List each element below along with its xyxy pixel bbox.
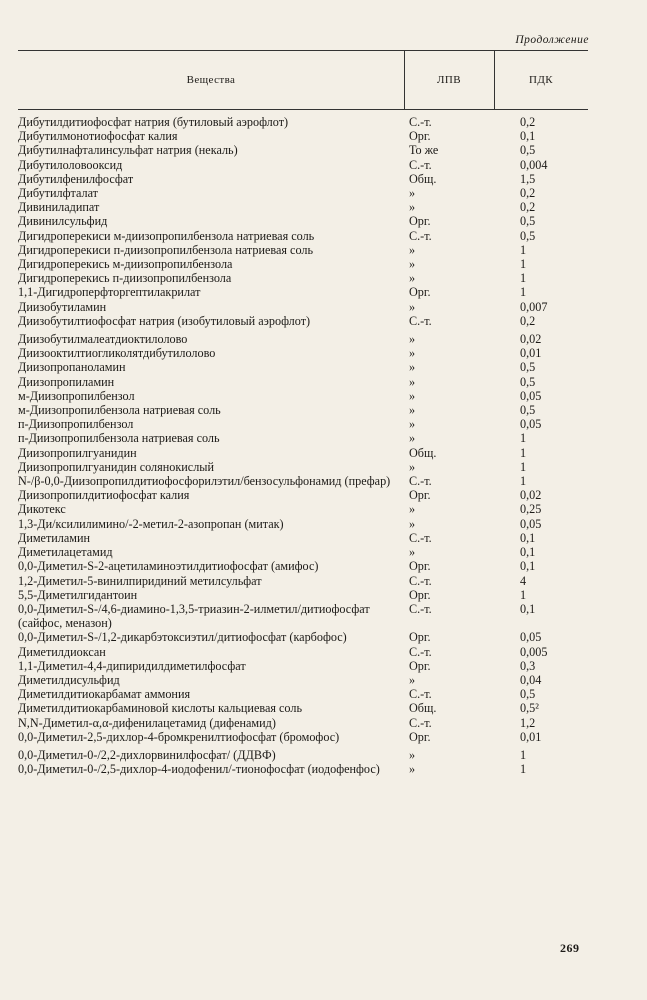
lpv-value: » bbox=[409, 257, 416, 272]
pdk-value: 0,5 bbox=[520, 403, 536, 418]
pdk-value: 1 bbox=[520, 257, 527, 272]
table-row bbox=[18, 559, 588, 573]
lpv-value: С.-т. bbox=[409, 601, 432, 616]
table-row bbox=[18, 460, 588, 474]
substance-name: Диизобутиламин bbox=[18, 299, 107, 314]
pdk-value: 1 bbox=[520, 445, 527, 460]
table-row bbox=[18, 115, 588, 129]
pdk-value: 0,5 bbox=[520, 687, 536, 702]
pdk-value: 0,01 bbox=[520, 729, 542, 744]
pdk-value: 1,5 bbox=[520, 171, 536, 186]
table-row bbox=[18, 158, 588, 172]
pdk-value: 0,1 bbox=[520, 530, 536, 545]
substance-name: м-Диизопропилбензол bbox=[18, 388, 135, 403]
pdk-value: 1 bbox=[520, 242, 527, 257]
table-row bbox=[18, 488, 588, 502]
lpv-value: Орг. bbox=[409, 559, 431, 574]
table-header bbox=[18, 50, 588, 110]
substance-name: Диизооктилтиогликолятдибутилолово bbox=[18, 346, 216, 361]
pdk-value: 0,5 bbox=[520, 214, 536, 229]
table-row bbox=[18, 143, 588, 157]
lpv-value: » bbox=[409, 417, 416, 432]
table-row bbox=[18, 474, 588, 488]
table-row bbox=[18, 701, 588, 715]
table-row bbox=[18, 517, 588, 531]
lpv-value: » bbox=[409, 186, 416, 201]
table-row bbox=[18, 403, 588, 417]
pdk-value: 0,1 bbox=[520, 545, 536, 560]
lpv-value: С.-т. bbox=[409, 115, 432, 129]
pdk-value: 0,04 bbox=[520, 672, 542, 687]
table-row bbox=[18, 186, 588, 200]
lpv-value: С.-т. bbox=[409, 474, 432, 489]
substance-name: Дивинилсульфид bbox=[18, 214, 108, 229]
lpv-value: » bbox=[409, 431, 416, 446]
substance-name: 1,1-Диметил-4,4-дипиридилдиметилфосфат bbox=[18, 658, 246, 673]
continuation-label: Продолжение bbox=[515, 34, 589, 46]
lpv-value: Орг. bbox=[409, 729, 431, 744]
lpv-value: » bbox=[409, 747, 416, 762]
lpv-value: Общ. bbox=[409, 701, 437, 716]
substance-name: Диизобутилмалеатдиоктилолово bbox=[18, 332, 188, 347]
substance-name: 0,0-Диметил-2,5-дихлор-4-бромкренилтиофосфат (бромофос) bbox=[18, 729, 340, 744]
lpv-value: Общ. bbox=[409, 445, 437, 460]
pdk-value: 0,25 bbox=[520, 502, 542, 517]
table-row bbox=[18, 360, 588, 374]
substance-name: Диизопропиламин bbox=[18, 374, 115, 389]
pdk-value: 0,05 bbox=[520, 388, 542, 403]
lpv-value: Орг. bbox=[409, 630, 431, 645]
pdk-value: 0,004 bbox=[520, 157, 548, 172]
table-row bbox=[18, 172, 588, 186]
lpv-value: » bbox=[409, 332, 416, 347]
lpv-value: Общ. bbox=[409, 171, 437, 186]
pdk-value: 0,05 bbox=[520, 630, 542, 645]
table-row bbox=[18, 602, 588, 630]
substance-name: п-Диизопропилбензола натриевая соль bbox=[18, 431, 220, 446]
lpv-value: » bbox=[409, 459, 416, 474]
pdk-value: 0,5 bbox=[520, 143, 536, 158]
substance-name: Диметилдисульфид bbox=[18, 672, 120, 687]
pdk-value: 0,3 bbox=[520, 658, 536, 673]
substance-name: Дибутилдитиофосфат натрия (бутиловый аэрофлот) bbox=[18, 115, 289, 129]
table-row bbox=[18, 257, 588, 271]
pdk-value: 1 bbox=[520, 474, 527, 489]
table-row bbox=[18, 417, 588, 431]
substance-name: Диизопропилгуанидин bbox=[18, 445, 137, 460]
lpv-value: » bbox=[409, 360, 416, 375]
pdk-value: 0,5 bbox=[520, 228, 536, 243]
pdk-value: 0,1 bbox=[520, 559, 536, 574]
lpv-value: То же bbox=[409, 143, 439, 158]
table-row bbox=[18, 645, 588, 659]
pdk-value: 0,2 bbox=[520, 200, 536, 215]
pdk-value: 1 bbox=[520, 271, 527, 286]
substance-name: 5,5-Диметилгидантоин bbox=[18, 587, 138, 602]
table-row bbox=[18, 545, 588, 559]
substance-name: Дигидроперекись п-диизопропилбензола bbox=[18, 271, 232, 286]
pdk-value: 1 bbox=[520, 762, 527, 777]
substance-name: Диметилдиоксан bbox=[18, 644, 106, 659]
header-substances: Вещества bbox=[186, 74, 236, 86]
lpv-value: Орг. bbox=[409, 214, 431, 229]
substance-name: Дибутилфенилфосфат bbox=[18, 171, 134, 186]
substance-name: N-/β-0,0-Диизопропилдитиофосфорилэтил/бензосульфонамид (префар) bbox=[18, 474, 391, 489]
pdk-value: 0,02 bbox=[520, 332, 542, 347]
substance-name: Дибутилнафталинсульфат натрия (некаль) bbox=[18, 143, 238, 158]
substance-name: Диизопропаноламин bbox=[18, 360, 126, 375]
pdk-value: 1 bbox=[520, 431, 527, 446]
lpv-value: Орг. bbox=[409, 285, 431, 300]
table-row bbox=[18, 271, 588, 285]
pdk-value: 0,01 bbox=[520, 346, 542, 361]
table-row bbox=[18, 502, 588, 516]
table-row bbox=[18, 200, 588, 214]
lpv-value: Орг. bbox=[409, 658, 431, 673]
substance-name: Дигидроперекись м-диизопропилбензола bbox=[18, 257, 233, 272]
lpv-value: » bbox=[409, 403, 416, 418]
table-row bbox=[18, 300, 588, 314]
pdk-value: 0,1 bbox=[520, 601, 536, 616]
table-row bbox=[18, 214, 588, 228]
pdk-value: 1 bbox=[520, 587, 527, 602]
lpv-value: С.-т. bbox=[409, 715, 432, 730]
substance-name: Дибутилфталат bbox=[18, 186, 98, 201]
substance-name: Дибутилмонотиофосфат калия bbox=[18, 129, 178, 144]
table-row bbox=[18, 574, 588, 588]
lpv-value: С.-т. bbox=[409, 313, 432, 328]
substance-name: 0,0-Диметил-0-/2,5-дихлор-4-иодофенил/-тионофосфат (иодофенфос) bbox=[18, 762, 380, 777]
table-row bbox=[18, 243, 588, 257]
pdk-value: 0,5 bbox=[520, 374, 536, 389]
substance-name: Диметилдитиокарбаминовой кислоты кальциевая соль bbox=[18, 701, 303, 716]
pdk-value: 1 bbox=[520, 285, 527, 300]
lpv-value: » bbox=[409, 545, 416, 560]
substance-name: Дигидроперекиси п-диизопропилбензола натриевая соль bbox=[18, 242, 314, 257]
lpv-value: » bbox=[409, 502, 416, 517]
lpv-value: С.-т. bbox=[409, 573, 432, 588]
substance-name: 0,0-Диметил-S-2-ацетиламиноэтилдитиофосфат (амифос) bbox=[18, 559, 319, 574]
pdk-value: 0,5² bbox=[520, 701, 539, 716]
pdk-value: 0,02 bbox=[520, 488, 542, 503]
table-row bbox=[18, 229, 588, 243]
lpv-value: С.-т. bbox=[409, 228, 432, 243]
substance-name: 1,2-Диметил-5-винилпиридиний метилсульфат bbox=[18, 573, 262, 588]
header-pdk: ПДК bbox=[529, 74, 553, 86]
substance-name: Диметилдитиокарбамат аммония bbox=[18, 687, 191, 702]
substance-name: Дибутилоловооксид bbox=[18, 157, 123, 172]
table-row bbox=[18, 314, 588, 328]
substance-name: 0,0-Диметил-0-/2,2-дихлорвинилфосфат/ (ДДВФ) bbox=[18, 747, 276, 762]
lpv-value: С.-т. bbox=[409, 157, 432, 172]
lpv-value: » bbox=[409, 242, 416, 257]
table-row bbox=[18, 285, 588, 299]
lpv-value: Орг. bbox=[409, 587, 431, 602]
lpv-value: » bbox=[409, 388, 416, 403]
table-row bbox=[18, 748, 588, 762]
substance-name: Диизопропилгуанидин солянокислый bbox=[18, 459, 214, 474]
substance-name: Дикотекс bbox=[18, 502, 66, 517]
table-body bbox=[18, 115, 588, 776]
table-row bbox=[18, 659, 588, 673]
lpv-value: » bbox=[409, 299, 416, 314]
lpv-value: » bbox=[409, 374, 416, 389]
table-row bbox=[18, 762, 588, 776]
pdk-value: 0,05 bbox=[520, 516, 542, 531]
pdk-value: 0,005 bbox=[520, 644, 548, 659]
table-row bbox=[18, 375, 588, 389]
table-row bbox=[18, 129, 588, 143]
table-row bbox=[18, 588, 588, 602]
table-row bbox=[18, 346, 588, 360]
pdk-value: 0,2 bbox=[520, 313, 536, 328]
substance-name: Диизопропилдитиофосфат калия bbox=[18, 488, 190, 503]
lpv-value: » bbox=[409, 762, 416, 777]
table-row bbox=[18, 446, 588, 460]
page-number: 269 bbox=[560, 941, 580, 955]
lpv-value: С.-т. bbox=[409, 687, 432, 702]
substance-name: Диизобутилтиофосфат натрия (изобутиловый аэрофлот) bbox=[18, 313, 311, 328]
pdk-value: 0,5 bbox=[520, 360, 536, 375]
lpv-value: С.-т. bbox=[409, 644, 432, 659]
substance-name: 1,3-Ди/ксилилимино/-2-метил-2-азопропан (митак) bbox=[18, 516, 284, 531]
header-lpv: ЛПВ bbox=[437, 74, 461, 86]
pdk-value: 1 bbox=[520, 459, 527, 474]
substance-name: п-Диизопропилбензол bbox=[18, 417, 134, 432]
pdk-value: 0,2 bbox=[520, 115, 536, 129]
substance-name: 0,0-Диметил-S-/4,6-диамино-1,3,5-триазин-2-илметил/дитиофосфат (сайфос, меназон) bbox=[18, 601, 370, 631]
lpv-value: » bbox=[409, 346, 416, 361]
substance-name: м-Диизопропилбензола натриевая соль bbox=[18, 403, 221, 418]
pdk-value: 0,2 bbox=[520, 186, 536, 201]
pdk-value: 0,1 bbox=[520, 129, 536, 144]
table-row bbox=[18, 673, 588, 687]
substance-name: 0,0-Диметил-S-/1,2-дикарбэтоксиэтил/дитиофосфат (карбофос) bbox=[18, 630, 347, 645]
table-row bbox=[18, 332, 588, 346]
table-row bbox=[18, 730, 588, 744]
substance-name: Диметилацетамид bbox=[18, 545, 113, 560]
lpv-value: Орг. bbox=[409, 129, 431, 144]
lpv-value: » bbox=[409, 672, 416, 687]
substance-name: Диметиламин bbox=[18, 530, 91, 545]
substance-name: Дигидроперекиси м-диизопропилбензола натриевая соль bbox=[18, 228, 315, 243]
table-row bbox=[18, 630, 588, 644]
lpv-value: Орг. bbox=[409, 488, 431, 503]
lpv-value: » bbox=[409, 271, 416, 286]
pdk-value: 0,007 bbox=[520, 299, 548, 314]
table-row bbox=[18, 687, 588, 701]
substance-name: 1,1-Дигидроперфторгептилакрилат bbox=[18, 285, 201, 300]
lpv-value: » bbox=[409, 200, 416, 215]
pdk-value: 1 bbox=[520, 747, 527, 762]
table-row bbox=[18, 431, 588, 445]
table-row bbox=[18, 389, 588, 403]
lpv-value: С.-т. bbox=[409, 530, 432, 545]
pdk-value: 0,05 bbox=[520, 417, 542, 432]
pdk-value: 1,2 bbox=[520, 715, 536, 730]
lpv-value: » bbox=[409, 516, 416, 531]
substance-name: Дивиниладипат bbox=[18, 200, 100, 215]
table-row bbox=[18, 716, 588, 730]
substance-name: N,N-Диметил-α,α-дифенилацетамид (дифенамид) bbox=[18, 715, 276, 730]
table-row bbox=[18, 531, 588, 545]
pdk-value: 4 bbox=[520, 573, 527, 588]
